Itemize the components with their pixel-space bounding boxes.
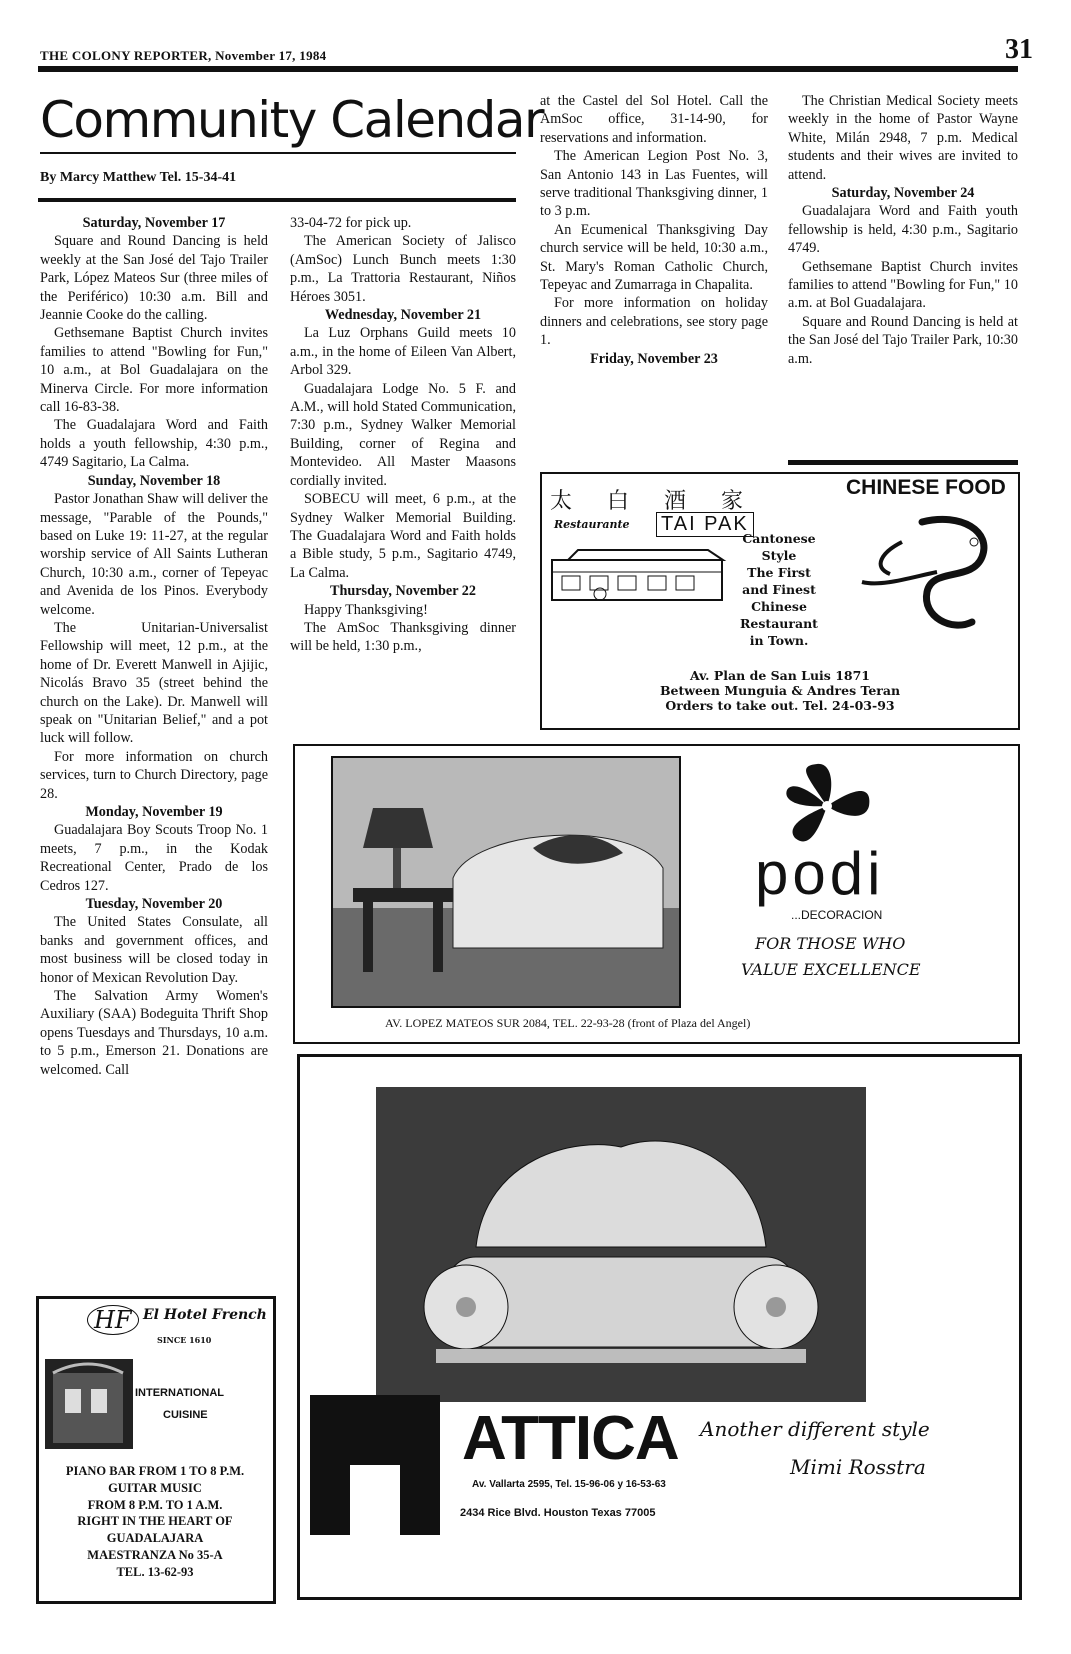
calendar-entry: Guadalajara Boy Scouts Troop No. 1 meets, 7 p.m., in the Kodak Recreational Center, Prado de los Cedros 127.	[40, 822, 268, 894]
calendar-entry: Happy Thanksgiving!	[304, 601, 428, 618]
title-rule	[40, 152, 516, 154]
ad-podi	[293, 744, 1020, 1044]
attica-address-us: 2434 Rice Blvd. Houston Texas 77005	[460, 1507, 656, 1519]
ad-tai-pak	[540, 472, 1020, 730]
calendar-entry: The AmSoc Thanksgiving dinner will be held, 1:30 p.m.,	[290, 619, 516, 655]
living-room-photo-icon	[333, 758, 679, 1006]
publication-header: THE COLONY REPORTER, November 17, 1984	[40, 48, 327, 63]
ad-attica	[297, 1054, 1022, 1600]
attica-signature-1: Another different style	[700, 1417, 930, 1441]
podi-slogan-1: FOR THOSE WHO	[755, 934, 906, 953]
day-heading: Saturday, November 24	[831, 185, 975, 202]
calendar-title: Community Calendar	[40, 91, 544, 149]
calendar-entry: The American Society of Jalisco (AmSoc) Lunch Bunch meets 1:30 p.m., La Trattoria Restaurant, Niños Héroes 3051.	[290, 233, 516, 305]
calendar-entry: The Christian Medical Society meets weekly in the home of Pastor Wayne White, Milán 2948, 7 p.m. Medical students and their wives are invited to attend.	[788, 93, 1018, 183]
calendar-entry: SOBECU will meet, 6 p.m., at the Sydney Walker Memorial Building. The Guadalajara Word and Faith holds a Bible study, 5 p.m., Sagitario 4749, La Calma.	[290, 491, 516, 581]
sofa-photo-icon	[376, 1087, 866, 1402]
podi-photo	[331, 756, 681, 1008]
calendar-entry: Square and Round Dancing is held weekly at the San José del Tajo Trailer Park, López Mateos Sur (three miles of the Periférico) 10:30 a.m. Bill and Jeannie Cooke do the calling.	[40, 233, 268, 324]
podi-brand: podi	[755, 840, 885, 907]
calendar-entry: For more information on holiday dinners and celebrations, see story page 1.	[540, 295, 768, 349]
calendar-entry: Guadalajara Word and Faith youth fellowship is held, 4:30 p.m., Sagitario 4749.	[788, 203, 1018, 257]
calendar-column-1	[40, 214, 268, 1079]
day-heading: Saturday, November 17	[82, 215, 226, 231]
hotel-cuisine-1: INTERNATIONAL	[135, 1387, 225, 1399]
calendar-entry: La Luz Orphans Guild meets 10 a.m., in the home of Eileen Van Albert, Arbol 329.	[290, 325, 516, 379]
attica-address-mx: Av. Vallarta 2595, Tel. 15-96-06 y 16-53-63	[472, 1479, 666, 1490]
calendar-entry: Gethsemane Baptist Church invites families to attend "Bowling for Fun," 10 a.m., at Bol Guadalajara on the Minerva Circle. For more information call 16-83-38.	[40, 325, 268, 416]
restaurante-label: Restaurante	[554, 518, 630, 531]
day-heading: Friday, November 23	[590, 350, 718, 367]
calendar-entry: For more information on church services, turn to Church Directory, page 28.	[40, 748, 268, 802]
hotel-since: SINCE 1610	[157, 1335, 212, 1345]
calendar-entry: The Salvation Army Women's Auxiliary (SAA) Bodeguita Thrift Shop opens Tuesdays and Thursdays, 10 a.m. to 5 p.m., Emerson 21. Donations are welcomed. Call	[40, 988, 268, 1078]
calendar-entry: An Ecumenical Thanksgiving Day church service will be held, 10:30 a.m., St. Mary's Roman Catholic Church, Tepeyac and Zumarraga in Chapalita.	[540, 221, 768, 294]
calendar-entry: The United States Consulate, all banks and government offices, and most business will be closed today in honor of Mexican Revolution Day.	[40, 914, 268, 986]
byline: By Marcy Matthew Tel. 15-34-41	[40, 170, 237, 185]
attica-photo	[376, 1087, 866, 1402]
restaurant-building-icon	[548, 542, 728, 604]
header-rule	[38, 66, 1018, 72]
calendar-entry: Guadalajara Lodge No. 5 F. and A.M., will hold Stated Communication, 7:30 p.m., Sydney Walker Memorial Building, corner of Regina and Montevideo. All Master Maasons cordially invited.	[290, 380, 516, 489]
calendar-entry: The Guadalajara Word and Faith holds a youth fellowship, 4:30 p.m., 4749 Sagitario, La Calma.	[40, 417, 268, 471]
podi-subtitle: ...DECORACION	[791, 908, 883, 922]
day-heading: Sunday, November 18	[87, 472, 221, 489]
hotel-details: PIANO BAR FROM 1 TO 8 P.M. GUITAR MUSIC FROM 8 P.M. TO 1 A.M. RIGHT IN THE HEART OF GUADALAJARA MAESTRANZA No 35-A TEL. 13-62-93	[65, 1464, 245, 1579]
column-rule	[788, 460, 1018, 465]
hotel-building-icon	[45, 1359, 133, 1449]
podi-slogan-2: VALUE EXCELLENCE	[741, 960, 921, 979]
chinese-characters: 太 白 酒 家	[550, 489, 757, 514]
tai-pak-address-block: Av. Plan de San Luis 1871 Between Munguia & Andres Teran Orders to take out. Tel. 24-03-93	[659, 668, 901, 713]
tai-pak-tagline: Cantonese Style The First and Finest Chinese Restaurant in Town.	[740, 531, 818, 648]
day-heading: Thursday, November 22	[330, 583, 476, 600]
chinese-food-headline: CHINESE FOOD	[846, 476, 1006, 499]
calendar-entry: at the Castel del Sol Hotel. Call the AmSoc office, 31-14-90, for reservations and information.	[540, 93, 768, 146]
ad-hotel-french	[36, 1296, 276, 1604]
podi-address: AV. LOPEZ MATEOS SUR 2084, TEL. 22-93-28 (front of Plaza del Angel)	[385, 1016, 751, 1030]
calendar-entry: Square and Round Dancing is held at the San José del Tajo Trailer Park, 10:30 a.m.	[788, 313, 1018, 367]
calendar-entry: Gethsemane Baptist Church invites families to attend "Bowling for Fun," 10 a.m. at Bol Guadalajara.	[788, 258, 1018, 312]
calendar-column-3	[540, 92, 768, 368]
hotel-photo	[45, 1359, 133, 1449]
dragon-icon	[842, 512, 1002, 642]
hotel-name: El Hotel French	[143, 1307, 267, 1323]
attica-signature-2: Mimi Rosstra	[790, 1455, 926, 1479]
tai-pak-logo: TAI PAK	[656, 512, 754, 537]
day-heading: Wednesday, November 21	[324, 307, 482, 324]
page-number: 31	[1005, 34, 1033, 65]
calendar-column-4	[788, 92, 1018, 368]
day-heading: Tuesday, November 20	[85, 896, 223, 913]
calendar-entry: 33-04-72 for pick up.	[290, 215, 412, 231]
calendar-entry: The Unitarian-Universalist Fellowship will meet, 12 p.m., at the home of Dr. Everett Manwell in Ajijic, Nicolás Bravo 35 (street behind the church on the Lake). Dr. Manwell will speak on "Unitarian Belief," and a pot luck will follow.	[40, 619, 268, 747]
attica-brand: ATTICA	[462, 1404, 679, 1473]
calendar-entry: Pastor Jonathan Shaw will deliver the message, "Parable of the Pounds," based on Luke 19: 11-27, at the regular worship service of All Saints Lutheran Church, 10:30 a.m., corner of Tepeyac and Avenida de los Pinos. Everybody welcome.	[40, 491, 268, 618]
calendar-entry: The American Legion Post No. 3, San Antonio 143 in Las Fuentes, will serve traditional Thanksgiving dinner, 1 to 3 p.m.	[540, 148, 768, 220]
calendar-column-2	[290, 214, 516, 656]
byline-rule	[38, 198, 516, 202]
attica-logo-block	[310, 1395, 440, 1535]
day-heading: Monday, November 19	[85, 804, 223, 820]
hotel-cuisine-2: CUISINE	[163, 1409, 208, 1421]
hotel-monogram: HF	[87, 1305, 139, 1335]
